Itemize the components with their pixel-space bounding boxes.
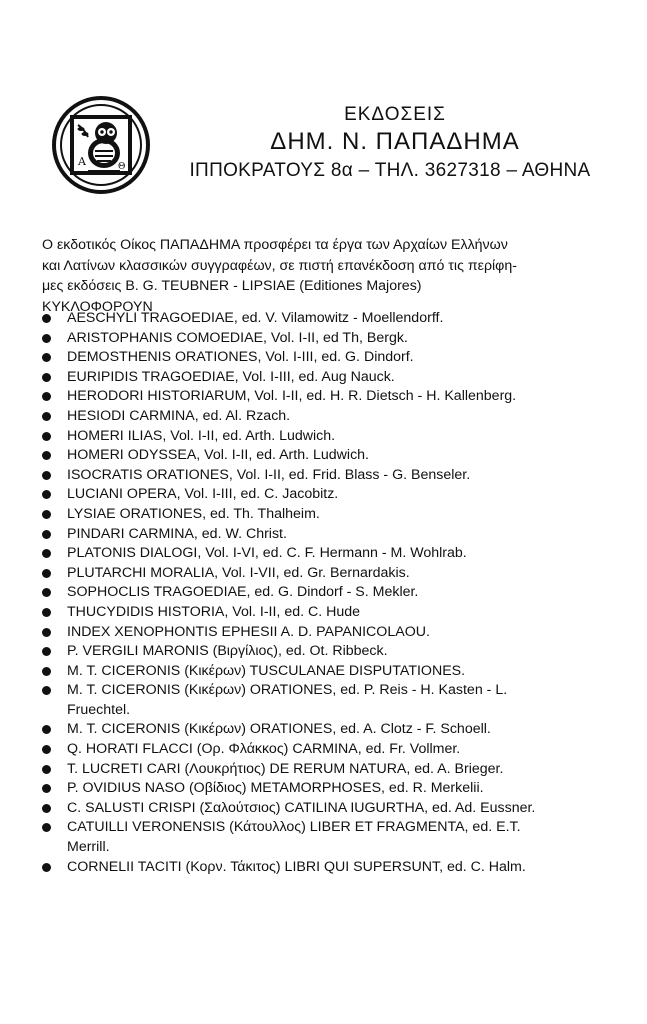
bullet-icon — [42, 334, 51, 343]
book-title: THUCYDIDIS HISTORIA, Vol. I-II, ed. C. Hude — [67, 603, 361, 620]
book-list-item — [42, 760, 617, 780]
book-title: CORNELII TACITI (Κορν. Τάκιτος) LIBRI QUI SUPERSUNT, ed. C. Halm. — [67, 858, 526, 875]
bullet-icon — [42, 784, 51, 793]
bullet-icon — [42, 823, 51, 832]
bullet-icon — [42, 647, 51, 656]
book-title: PLATONIS DIALOGI, Vol. I-VI, ed. C. F. Hermann - M. Wohlrab. — [67, 545, 467, 562]
bullet-icon — [42, 373, 51, 382]
book-title: PLUTARCHI MORALIA, Vol. I-VII, ed. Gr. Bernardakis. — [67, 564, 410, 581]
bullet-icon — [42, 471, 51, 480]
bullet-icon — [42, 569, 51, 578]
book-list-item — [42, 427, 617, 447]
book-list-item — [42, 544, 617, 564]
book-title: HOMERI ODYSSEA, Vol. I-II, ed. Arth. Ludwich. — [67, 447, 369, 464]
book-title: AESCHYLI TRAGOEDIAE, ed. V. Vilamowitz - Moellendorff. — [67, 310, 444, 326]
bullet-icon — [42, 765, 51, 774]
book-title: M. T. CICERONIS (Κικέρων) ORATIONES, ed. A. Clotz - F. Schoell. — [67, 721, 491, 738]
bullet-icon — [42, 353, 51, 362]
book-title: LYSIAE ORATIONES, ed. Th. Thalheim. — [67, 505, 320, 522]
publisher-address: ΙΠΠΟΚΡΑΤΟΥΣ 8α – ΤΗΛ. 3627318 – ΑΘΗΝΑ — [189, 160, 591, 181]
bullet-icon — [42, 451, 51, 460]
book-list-item — [42, 779, 617, 799]
publisher-header — [170, 103, 610, 185]
bullet-icon — [42, 588, 51, 597]
book-title: ISOCRATIS ORATIONES, Vol. I-II, ed. Frid. Blass - G. Benseler. — [67, 466, 471, 483]
publisher-name: ΔΗΜ. Ν. ΠΑΠΑΔΗΜΑ — [270, 128, 520, 155]
book-list-item — [42, 368, 617, 388]
book-list-item — [42, 681, 617, 720]
book-title: INDEX XENOPHONTIS EPHESII A. D. PAPANICOLAOU. — [67, 623, 430, 640]
book-list-item — [42, 720, 617, 740]
book-title: M. T. CICERONIS (Κικέρων) TUSCULANAE DISPUTATIONES. — [67, 662, 466, 679]
bullet-icon — [42, 490, 51, 499]
book-title-continuation: Merrill. — [67, 839, 110, 856]
book-title: Q. HORATI FLACCI (Ορ. Φλάκκος) CARMINA, ed. Fr. Vollmer. — [67, 741, 461, 758]
book-list-item — [42, 564, 617, 584]
book-title: EURIPIDIS TRAGOEDIAE, Vol. I-III, ed. Aug Nauck. — [67, 368, 395, 385]
bullet-icon — [42, 314, 51, 323]
bullet-icon — [42, 510, 51, 519]
book-title-continuation: Fruechtel. — [67, 701, 131, 718]
bullet-icon — [42, 412, 51, 421]
bullet-icon — [42, 863, 51, 872]
book-list-item — [42, 858, 617, 878]
book-list-item — [42, 525, 617, 545]
bullet-icon — [42, 745, 51, 754]
owl-coin-icon — [48, 95, 154, 195]
svg-text:Θ: Θ — [118, 162, 126, 172]
book-list-item — [42, 348, 617, 368]
bullet-icon — [42, 628, 51, 637]
book-title: M. T. CICERONIS (Κικέρων) ORATIONES, ed. P. Reis - H. Kasten - L. — [67, 682, 508, 699]
book-title: SOPHOCLIS TRAGOEDIAE, ed. G. Dindorf - S. Mekler. — [67, 584, 419, 601]
bullet-icon — [42, 432, 51, 441]
bullet-icon — [42, 804, 51, 813]
book-title: PINDARI CARMINA, ed. W. Christ. — [67, 525, 287, 542]
book-list-item — [42, 583, 617, 603]
book-list — [42, 309, 617, 877]
book-title: P. VERGILI MARONIS (Βιργίλιος), ed. Ot. Ribbeck. — [67, 643, 388, 660]
book-title: LUCIANI OPERA, Vol. I-III, ed. C. Jacobitz. — [67, 486, 339, 503]
book-title: HESIODI CARMINA, ed. Al. Rzach. — [67, 407, 291, 424]
book-title: CATUILLI VERONENSIS (Κάτουλλος) LIBER ET FRAGMENTA, ed. E.T. — [67, 819, 521, 836]
bullet-icon — [42, 392, 51, 401]
book-list-item — [42, 309, 617, 329]
book-list-item — [42, 623, 617, 643]
book-list-item — [42, 466, 617, 486]
bullet-icon — [42, 667, 51, 676]
book-list-item — [42, 603, 617, 623]
intro-line: μες εκδόσεις B. G. TEUBNER - LIPSIAE (Editiones Majores) — [42, 278, 422, 294]
book-list-item — [42, 407, 617, 427]
bullet-icon — [42, 530, 51, 539]
svg-text:A: A — [78, 155, 86, 168]
book-list-item — [42, 387, 617, 407]
book-list-item — [42, 505, 617, 525]
intro-paragraph — [42, 235, 612, 317]
book-title: T. LUCRETI CARI (Λουκρήτιος) DE RERUM NATURA, ed. A. Brieger. — [67, 760, 504, 777]
book-list-item — [42, 485, 617, 505]
book-list-item — [42, 329, 617, 349]
book-title: HOMERI ILIAS, Vol. I-II, ed. Arth. Ludwich. — [67, 427, 336, 444]
book-title: P. OVIDIUS NASO (Οβίδιος) METAMORPHOSES, ed. R. Merkelii. — [67, 780, 484, 797]
bullet-icon — [42, 608, 51, 617]
bullet-icon — [42, 725, 51, 734]
book-title: DEMOSTHENIS ORATIONES, Vol. I-III, ed. G. Dindorf. — [67, 349, 414, 366]
intro-line: Ο εκδοτικός Οίκος ΠΑΠΑΔΗΜΑ προσφέρει τα έργα των Αρχαίων Ελλήνων — [42, 237, 508, 253]
book-list-item — [42, 446, 617, 466]
book-title: C. SALUSTI CRISPI (Σαλούτσιος) CATILINA IUGURTHA, ed. Ad. Eussner. — [67, 799, 536, 816]
intro-line: και Λατίνων κλασσικών συγγραφέων, σε πιστή επανέκδοση από τις περίφη- — [42, 257, 517, 274]
book-title: ARISTOPHANIS COMOEDIAE, Vol. I-II, ed Th, Bergk. — [67, 329, 408, 346]
bullet-icon — [42, 549, 51, 558]
book-list-item — [42, 662, 617, 682]
book-title: HERODORI HISTORIARUM, Vol. I-II, ed. H. R. Dietsch - H. Kallenberg. — [67, 388, 517, 405]
intro-line: ΚΥΚΛΟΦΟΡΟΥΝ — [42, 298, 153, 315]
book-list-item — [42, 740, 617, 760]
book-list-item — [42, 818, 617, 857]
book-list-item — [42, 642, 617, 662]
publisher-label: ΕΚΔΟΣΕΙΣ — [344, 104, 446, 125]
book-list-item — [42, 799, 617, 819]
bullet-icon — [42, 686, 51, 695]
